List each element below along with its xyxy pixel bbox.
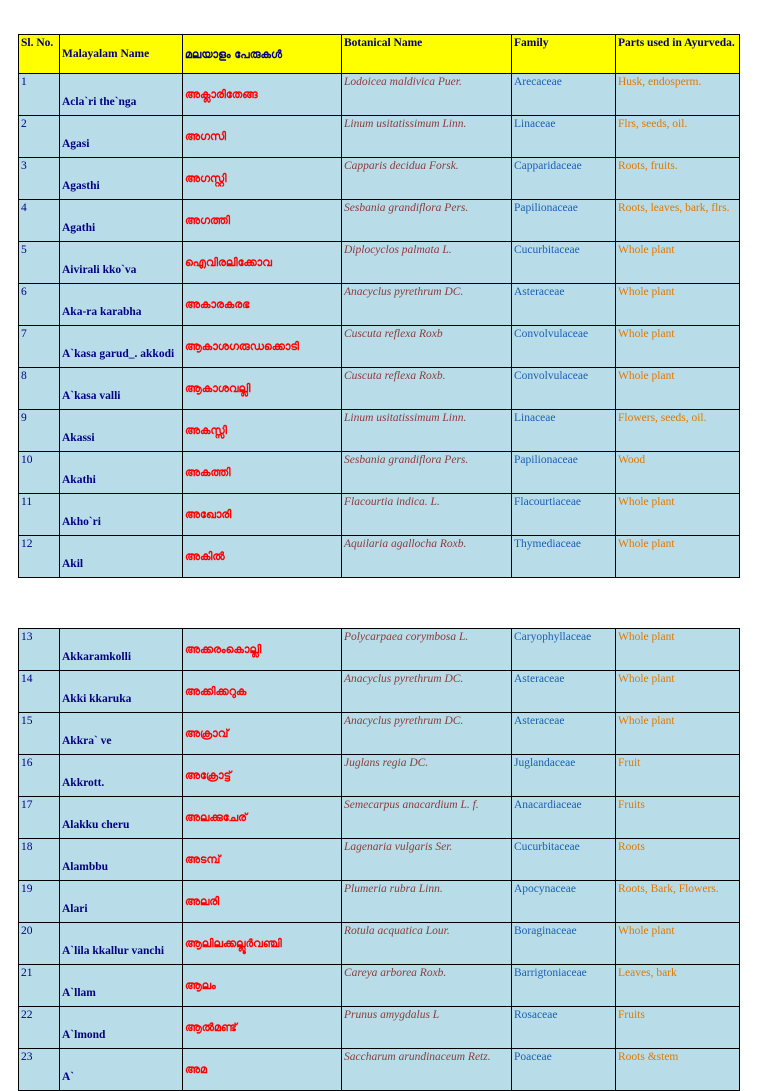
sl-no-cell: 18	[19, 839, 60, 881]
parts-cell: Flrs, seeds, oil.	[616, 116, 740, 158]
malayalam-script-cell: ആൽമണ്ട്	[183, 1007, 342, 1049]
malayalam-script-cell: അലക്കുചേര്	[183, 797, 342, 839]
parts-cell: Fruit	[616, 755, 740, 797]
family-cell: Boraginaceae	[512, 923, 616, 965]
parts-cell: Fruits	[616, 797, 740, 839]
malayalam-script-cell: ആകാശഗരുഡക്കൊടി	[183, 326, 342, 368]
family-cell: Thymediaceae	[512, 536, 616, 578]
sl-no-cell: 22	[19, 1007, 60, 1049]
table-row	[19, 755, 740, 797]
table-row	[19, 797, 740, 839]
malayalam-name-cell: Aka-ra karabha	[60, 284, 183, 326]
table-row	[19, 368, 740, 410]
family-cell: Anacardiaceae	[512, 797, 616, 839]
family-cell: Arecaceae	[512, 74, 616, 116]
parts-cell: Roots, leaves, bark, flrs.	[616, 200, 740, 242]
malayalam-name-cell: Alakku cheru	[60, 797, 183, 839]
parts-cell: Roots, fruits.	[616, 158, 740, 200]
table-row	[19, 116, 740, 158]
header-parts: Parts used in Ayurveda.	[616, 35, 740, 74]
sl-no-cell: 5	[19, 242, 60, 284]
botanical-name-cell: Saccharum arundinaceum Retz.	[342, 1049, 512, 1091]
botanical-name-cell: Juglans regia DC.	[342, 755, 512, 797]
family-cell: Papilionaceae	[512, 452, 616, 494]
parts-cell: Whole plant	[616, 242, 740, 284]
malayalam-script-cell: അഗത്തി	[183, 200, 342, 242]
botanical-name-cell: Cuscuta reflexa Roxb.	[342, 368, 512, 410]
malayalam-name-cell: Alambbu	[60, 839, 183, 881]
malayalam-name-cell: Akki kkaruka	[60, 671, 183, 713]
table-header-row	[19, 35, 740, 74]
parts-cell: Whole plant	[616, 713, 740, 755]
parts-cell: Whole plant	[616, 368, 740, 410]
sl-no-cell: 16	[19, 755, 60, 797]
family-cell: Papilionaceae	[512, 200, 616, 242]
parts-cell: Wood	[616, 452, 740, 494]
malayalam-name-cell: Agasthi	[60, 158, 183, 200]
malayalam-script-cell: അഖോരി	[183, 494, 342, 536]
botanical-name-cell: Lagenaria vulgaris Ser.	[342, 839, 512, 881]
table-row	[19, 671, 740, 713]
botanical-name-cell: Cuscuta reflexa Roxb	[342, 326, 512, 368]
table-row	[19, 713, 740, 755]
family-cell: Capparidaceae	[512, 158, 616, 200]
header-malayalam-script: മലയാളം പേരുകൾ	[183, 35, 342, 74]
table-row	[19, 965, 740, 1007]
malayalam-script-cell: അകസ്സി	[183, 410, 342, 452]
malayalam-script-cell: അലരി	[183, 881, 342, 923]
parts-cell: Whole plant	[616, 923, 740, 965]
table-row	[19, 242, 740, 284]
sl-no-cell: 8	[19, 368, 60, 410]
sl-no-cell: 21	[19, 965, 60, 1007]
botanical-name-cell: Prunus amygdalus L	[342, 1007, 512, 1049]
sl-no-cell: 20	[19, 923, 60, 965]
plant-table-1	[18, 34, 740, 578]
sl-no-cell: 13	[19, 629, 60, 671]
malayalam-script-cell: ഐവിരലിക്കോവ	[183, 242, 342, 284]
malayalam-script-cell: അഗസ്റ്റി	[183, 158, 342, 200]
malayalam-script-cell: അക്രോട്ട്	[183, 755, 342, 797]
malayalam-name-cell: A`llam	[60, 965, 183, 1007]
family-cell: Convolvulaceae	[512, 326, 616, 368]
malayalam-name-cell: A`lila kkallur vanchi	[60, 923, 183, 965]
table-row	[19, 1007, 740, 1049]
sl-no-cell: 12	[19, 536, 60, 578]
malayalam-name-cell: Akkra` ve	[60, 713, 183, 755]
family-cell: Caryophyllaceae	[512, 629, 616, 671]
sl-no-cell: 17	[19, 797, 60, 839]
family-cell: Asteraceae	[512, 713, 616, 755]
sl-no-cell: 4	[19, 200, 60, 242]
parts-cell: Flowers, seeds, oil.	[616, 410, 740, 452]
sl-no-cell: 10	[19, 452, 60, 494]
header-botanical-name: Botanical Name	[342, 35, 512, 74]
sl-no-cell: 23	[19, 1049, 60, 1091]
malayalam-script-cell: അകിൽ	[183, 536, 342, 578]
table-row	[19, 326, 740, 368]
sl-no-cell: 14	[19, 671, 60, 713]
header-family: Family	[512, 35, 616, 74]
malayalam-name-cell: Agasi	[60, 116, 183, 158]
parts-cell: Whole plant	[616, 671, 740, 713]
malayalam-name-cell: A`	[60, 1049, 183, 1091]
table-row	[19, 452, 740, 494]
malayalam-name-cell: Akassi	[60, 410, 183, 452]
parts-cell: Whole plant	[616, 326, 740, 368]
sl-no-cell: 11	[19, 494, 60, 536]
family-cell: Convolvulaceae	[512, 368, 616, 410]
malayalam-script-cell: അക്കരംകൊല്ലി	[183, 629, 342, 671]
botanical-name-cell: Linum usitatissimum Linn.	[342, 410, 512, 452]
family-cell: Linaceae	[512, 410, 616, 452]
botanical-name-cell: Sesbania grandiflora Pers.	[342, 452, 512, 494]
table-row	[19, 629, 740, 671]
parts-cell: Fruits	[616, 1007, 740, 1049]
botanical-name-cell: Diplocyclos palmata L.	[342, 242, 512, 284]
botanical-name-cell: Plumeria rubra Linn.	[342, 881, 512, 923]
malayalam-name-cell: Akil	[60, 536, 183, 578]
malayalam-script-cell: അമ	[183, 1049, 342, 1091]
table-row	[19, 1049, 740, 1091]
sl-no-cell: 9	[19, 410, 60, 452]
malayalam-name-cell: A`lmond	[60, 1007, 183, 1049]
botanical-name-cell: Lodoicea maldivica Puer.	[342, 74, 512, 116]
botanical-name-cell: Aquilaria agallocha Roxb.	[342, 536, 512, 578]
family-cell: Asteraceae	[512, 671, 616, 713]
family-cell: Linaceae	[512, 116, 616, 158]
parts-cell: Whole plant	[616, 629, 740, 671]
family-cell: Cucurbitaceae	[512, 242, 616, 284]
family-cell: Rosaceae	[512, 1007, 616, 1049]
malayalam-name-cell: Akathi	[60, 452, 183, 494]
sl-no-cell: 19	[19, 881, 60, 923]
malayalam-name-cell: Aivirali kko`va	[60, 242, 183, 284]
parts-cell: Roots, Bark, Flowers.	[616, 881, 740, 923]
header-sl-no: Sl. No.	[19, 35, 60, 74]
botanical-name-cell: Capparis decidua Forsk.	[342, 158, 512, 200]
table-row	[19, 158, 740, 200]
malayalam-name-cell: Acla`ri the`nga	[60, 74, 183, 116]
family-cell: Apocynaceae	[512, 881, 616, 923]
botanical-name-cell: Semecarpus anacardium L. f.	[342, 797, 512, 839]
botanical-name-cell: Anacyclus pyrethrum DC.	[342, 671, 512, 713]
sl-no-cell: 7	[19, 326, 60, 368]
sl-no-cell: 1	[19, 74, 60, 116]
botanical-name-cell: Rotula acquatica Lour.	[342, 923, 512, 965]
malayalam-name-cell: Alari	[60, 881, 183, 923]
sl-no-cell: 15	[19, 713, 60, 755]
botanical-name-cell: Careya arborea Roxb.	[342, 965, 512, 1007]
botanical-name-cell: Flacourtia indica. L.	[342, 494, 512, 536]
table-row	[19, 839, 740, 881]
malayalam-script-cell: അകത്തി	[183, 452, 342, 494]
parts-cell: Husk, endosperm.	[616, 74, 740, 116]
malayalam-name-cell: Agathi	[60, 200, 183, 242]
malayalam-script-cell: ആലം	[183, 965, 342, 1007]
botanical-name-cell: Anacyclus pyrethrum DC.	[342, 713, 512, 755]
table-row	[19, 923, 740, 965]
parts-cell: Roots	[616, 839, 740, 881]
sl-no-cell: 6	[19, 284, 60, 326]
malayalam-script-cell: ആകാശവല്ലി	[183, 368, 342, 410]
botanical-name-cell: Anacyclus pyrethrum DC.	[342, 284, 512, 326]
parts-cell: Whole plant	[616, 284, 740, 326]
malayalam-name-cell: A`kasa valli	[60, 368, 183, 410]
parts-cell: Roots &stem	[616, 1049, 740, 1091]
family-cell: Juglandaceae	[512, 755, 616, 797]
botanical-name-cell: Linum usitatissimum Linn.	[342, 116, 512, 158]
malayalam-name-cell: A`kasa garud_. akkodi	[60, 326, 183, 368]
table-row	[19, 74, 740, 116]
table-row	[19, 410, 740, 452]
malayalam-script-cell: അകാരകരഭ	[183, 284, 342, 326]
malayalam-script-cell: അടമ്പ്	[183, 839, 342, 881]
botanical-name-cell: Polycarpaea corymbosa L.	[342, 629, 512, 671]
family-cell: Barrigtoniaceae	[512, 965, 616, 1007]
botanical-name-cell: Sesbania grandiflora Pers.	[342, 200, 512, 242]
family-cell: Asteraceae	[512, 284, 616, 326]
parts-cell: Whole plant	[616, 536, 740, 578]
table-row	[19, 536, 740, 578]
family-cell: Flacourtiaceae	[512, 494, 616, 536]
malayalam-script-cell: അക്ലാരിതേങ്ങ	[183, 74, 342, 116]
table-row	[19, 284, 740, 326]
header-malayalam-name: Malayalam Name	[60, 35, 183, 74]
malayalam-script-cell: അഗസി	[183, 116, 342, 158]
family-cell: Poaceae	[512, 1049, 616, 1091]
malayalam-name-cell: Akkrott.	[60, 755, 183, 797]
sl-no-cell: 2	[19, 116, 60, 158]
malayalam-name-cell: Akho`ri	[60, 494, 183, 536]
sl-no-cell: 3	[19, 158, 60, 200]
malayalam-script-cell: ആലിലക്കല്ലൂർവഞ്ചി	[183, 923, 342, 965]
table-row	[19, 200, 740, 242]
malayalam-script-cell: അക്രാവ്	[183, 713, 342, 755]
plant-table-2	[18, 628, 740, 1091]
family-cell: Cucurbitaceae	[512, 839, 616, 881]
table-row	[19, 494, 740, 536]
parts-cell: Whole plant	[616, 494, 740, 536]
parts-cell: Leaves, bark	[616, 965, 740, 1007]
malayalam-script-cell: അക്കിക്കറുക	[183, 671, 342, 713]
malayalam-name-cell: Akkaramkolli	[60, 629, 183, 671]
table-row	[19, 881, 740, 923]
